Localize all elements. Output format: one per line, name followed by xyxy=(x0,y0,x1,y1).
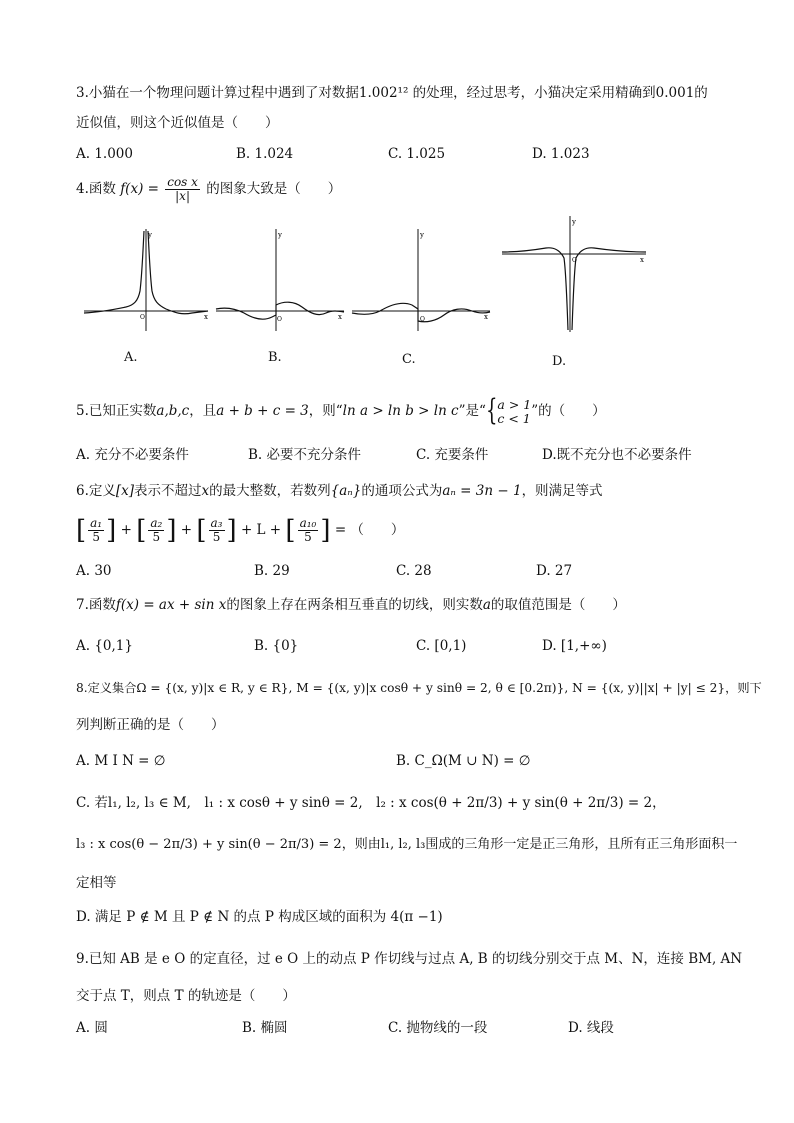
q8-line1: 8.定义集合Ω = {(x, y)|x ∈ R, y ∈ R}, M = {(x, y)|x cosθ + y sinθ = 2, θ ∈ [0.2π)}, N = {(x, y)||x| + |y| ≤ 2}，则下 xyxy=(76,681,762,695)
q5-option-d: D.既不充分也不必要条件 xyxy=(542,447,692,463)
q8-option-c-line3: 定相等 xyxy=(76,875,117,891)
q6-bracket-close-4: ] xyxy=(320,515,331,546)
q4-graph-d-y: y xyxy=(572,218,576,226)
q5-ln-ineq: ln a > ln b > ln c xyxy=(342,403,459,419)
q4-fraction xyxy=(165,176,200,203)
q6-x: x xyxy=(201,483,210,499)
q3-option-b: B. 1.024 xyxy=(236,146,294,162)
q5-text-h: ”的（ ） xyxy=(531,403,606,419)
q8-option-a: A. M I N = ∅ xyxy=(76,753,166,769)
q6-frac-1 xyxy=(88,517,104,544)
q9-option-c: C. 抛物线的一段 xyxy=(388,1020,488,1036)
q6-bracket-open-3: [ xyxy=(196,515,207,546)
q6-frac-4-den: 5 xyxy=(304,530,312,544)
q3-option-a: A. 1.000 xyxy=(76,146,133,162)
q7-func: f(x) = ax + sin x xyxy=(115,597,227,613)
q5-text-e: ，则“ xyxy=(308,403,343,419)
q7-text-a: 7.函数 xyxy=(76,597,116,613)
q4-graph-a-y: y xyxy=(148,231,152,239)
q5-brace: { xyxy=(485,393,498,428)
q6-bracket-close-1: ] xyxy=(106,515,117,546)
q5-line xyxy=(76,393,606,428)
q6-option-b: B. 29 xyxy=(254,563,290,579)
q5-sum-eq: a + b + c = 3 xyxy=(216,403,309,419)
q6-frac-1-num: a₁ xyxy=(90,516,103,530)
q5-system xyxy=(497,398,531,426)
q8-option-c-line2: l₃ : x cos(θ − 2π/3) + y sin(θ − 2π/3) = 2，则由l₁, l₂, l₃围成的三角形一定是正三角形，且所有正三角形面积一 xyxy=(76,837,738,852)
q4-graph-c-y: y xyxy=(420,231,424,239)
q4-suffix: 的图象大致是（ ） xyxy=(206,181,342,197)
q7-text-c: 的图象上存在两条相互垂直的切线，则实数 xyxy=(226,597,483,613)
q6-seq: {aₙ} xyxy=(330,483,362,499)
q4-prefix: 4.函数 xyxy=(76,181,116,197)
q7-option-d: D. [1,+∞) xyxy=(542,638,607,654)
q6-bracket-close-2: ] xyxy=(166,515,177,546)
q6-text-a: 6.定义 xyxy=(76,483,116,499)
q6-frac-4-num: a₁₀ xyxy=(299,516,317,530)
q8-option-d: D. 满足 P ∉ M 且 P ∉ N 的点 P 构成区域的面积为 4(π −1) xyxy=(76,909,443,925)
q6-frac-2-num: a₂ xyxy=(150,516,163,530)
q6-frac-2 xyxy=(148,517,164,544)
q6-text-e: 的最大整数，若数列 xyxy=(209,483,331,499)
q6-line2: [ $\frac{\text{a₁}}{5}$ ] + [ $\frac{\text{a₂}}{5}$ ] + [ $\frac{\text{a₃}}{5}$ ] + L + [ $\frac{\text{a₁₀}}{5}$ ] = （ ） xyxy=(76,515,405,546)
q6-bracket-close-3: ] xyxy=(226,515,237,546)
q5-option-a: A. 充分不必要条件 xyxy=(76,447,189,463)
q6-frac-3-num: a₃ xyxy=(210,516,223,530)
q4-graph-c xyxy=(350,225,494,335)
q5-text-c: ，且 xyxy=(189,403,217,419)
q6-bracket-open-1: [ xyxy=(76,515,87,546)
q6-text-i: ，则满足等式 xyxy=(521,483,603,499)
q5-sys-top: a > 1 xyxy=(497,396,532,412)
q4-frac-den: |x| xyxy=(175,189,190,203)
q9-line1: 9.已知 AB 是 e O 的定直径，过 e O 上的动点 P 作切线与过点 A, B 的切线分别交于点 M、N，连接 BM, AN xyxy=(76,951,743,967)
q4-graph-a-x: x xyxy=(204,313,208,321)
q3-line1: 3.小猫在一个物理问题计算过程中遇到了对数据1.002¹² 的处理，经过思考，小猫决定采用精确到0.001的 xyxy=(76,85,708,101)
q4-graph-c-x: x xyxy=(484,313,488,321)
q6-line1 xyxy=(76,482,603,500)
q4-frac-num: cos x xyxy=(167,175,198,189)
q6-tail: = （ ） xyxy=(334,522,405,538)
q5-option-c: C. 充要条件 xyxy=(416,447,489,463)
q4-line xyxy=(76,176,341,203)
q4-graph-d-x: x xyxy=(640,256,644,264)
q6-frac-1-den: 5 xyxy=(92,530,100,544)
q6-formula: aₙ = 3n − 1 xyxy=(442,483,522,499)
q9-option-a: A. 圆 xyxy=(76,1020,108,1036)
q4-graph-b-o: O xyxy=(277,316,282,323)
q8-option-c-line1: C. 若l₁, l₂, l₃ ∈ M, l₁ : x cosθ + y sinθ = 2, l₂ : x cos(θ + 2π/3) + y sin(θ + 2π/3) = 2， xyxy=(76,795,666,811)
q9-option-d: D. 线段 xyxy=(568,1020,614,1036)
q4-graph-a xyxy=(82,225,212,335)
q4-graph-a-label: A. xyxy=(124,350,138,365)
q6-frac-3 xyxy=(209,517,225,544)
q4-graph-d xyxy=(500,212,650,338)
q6-option-c: C. 28 xyxy=(396,563,432,579)
q5-text-g: ”是“ xyxy=(458,403,486,419)
q5-option-b: B. 必要不充分条件 xyxy=(248,447,362,463)
q6-dots: + L + xyxy=(240,522,282,538)
q6-option-a: A. 30 xyxy=(76,563,112,579)
q6-bracket-open-2: [ xyxy=(136,515,147,546)
q9-line2: 交于点 T，则点 T 的轨迹是（ ） xyxy=(76,988,296,1004)
q6-frac-3-den: 5 xyxy=(212,530,221,544)
q7-option-a: A. {0,1} xyxy=(76,638,133,654)
q5-sys-bot: c < 1 xyxy=(497,410,531,426)
q6-floor: [x] xyxy=(115,483,135,499)
q4-func-lhs: f(x) = xyxy=(120,181,159,197)
q4-graph-d-label: D. xyxy=(552,354,567,369)
q4-graph-b-y: y xyxy=(278,231,282,239)
q7-option-c: C. [0,1) xyxy=(416,638,467,654)
q9-option-b: B. 椭圆 xyxy=(242,1020,288,1036)
q4-graph-b-label: B. xyxy=(268,350,282,365)
q3-option-c: C. 1.025 xyxy=(388,146,446,162)
q4-graph-a-o: O xyxy=(140,314,145,321)
q6-text-c: 表示不超过 xyxy=(134,483,202,499)
q7-a: a xyxy=(482,597,491,613)
q8-option-b: B. C_Ω(M ∪ N) = ∅ xyxy=(396,753,531,769)
q3-option-d: D. 1.023 xyxy=(532,146,590,162)
q8-line2: 列判断正确的是（ ） xyxy=(76,717,225,733)
q6-frac-2-den: 5 xyxy=(152,530,161,544)
q4-graph-d-o: O xyxy=(572,257,577,264)
q4-graph-c-label: C. xyxy=(402,352,416,367)
q4-graph-c-o: O xyxy=(420,316,425,323)
q5-text-a: 5.已知正实数 xyxy=(76,403,157,419)
q6-bracket-open-4: [ xyxy=(285,515,296,546)
q4-graph-b-x: x xyxy=(338,313,342,321)
q7-text-e: 的取值范围是（ ） xyxy=(490,597,626,613)
q6-option-d: D. 27 xyxy=(536,563,573,579)
q6-text-g: 的通项公式为 xyxy=(361,483,443,499)
q3-line2: 近似值，则这个近似值是（ ） xyxy=(76,115,279,131)
q5-vars: a,b,c xyxy=(156,403,190,419)
q7-line1 xyxy=(76,596,626,614)
q6-frac-4 xyxy=(298,517,319,544)
q7-option-b: B. {0} xyxy=(254,638,299,654)
q4-graph-b xyxy=(214,225,348,335)
